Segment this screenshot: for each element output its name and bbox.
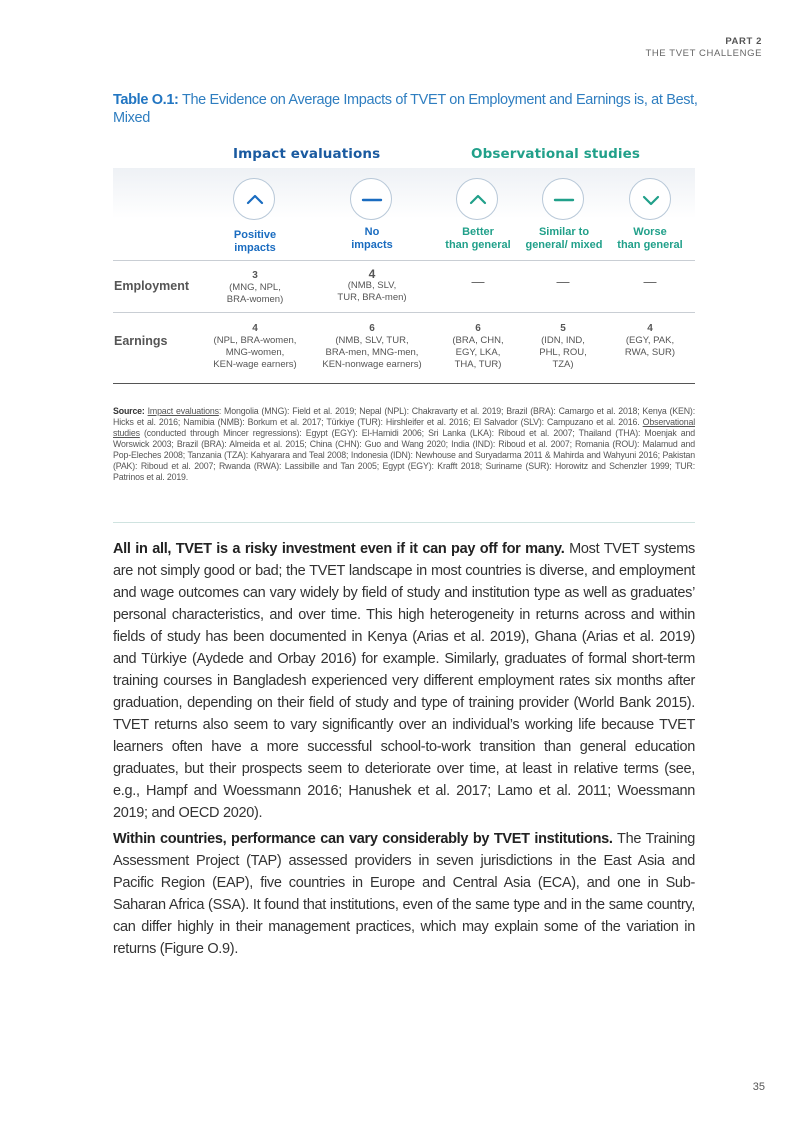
chevron-up-icon (234, 179, 276, 221)
source-label: Source: (113, 406, 145, 416)
paragraph-lead: All in all, TVET is a risky investment even if it can pay off for many. (113, 541, 565, 557)
better-circle (456, 178, 498, 220)
body-paragraph: Within countries, performance can vary considerably by TVET institutions. The Training Assessment Project (TAP) assessed providers in seven jurisdictions in the East Asia and Pacific Region (EAP), five countries in Europe and Central Asia (ECA), and one in Sub-Saharan Africa (SSA). It found that institutions, even of the same type and in the same country, can differ highly in their management practices, which may explain some of the variation in returns (Figure O.9). (113, 831, 695, 957)
table-cell: 5 (IDN, IND, PHL, ROU, TZA) (539, 323, 587, 370)
page-number: 35 (752, 1081, 765, 1093)
section-divider (113, 522, 695, 523)
similar-circle (542, 178, 584, 220)
worse-circle (629, 178, 671, 220)
table-title-text: The Evidence on Average Impacts of TVET on Employment and Earnings is, at Best, Mixed (113, 92, 698, 126)
table-cell: 4 (NPL, BRA-women, MNG-women, KEN-wage earners) (213, 323, 297, 370)
chevron-up-icon (457, 179, 499, 221)
body-paragraph: All in all, TVET is a risky investment even if it can pay off for many. Most TVET systems are not simply good or bad; the TVET landscape in most countries is diverse, and employment and wage outcomes can vary widely by field of study and institution type as well as graduates’ personal characteristics, and over time. This high heterogeneity in returns across and within fields of study has been documented in Kenya (Arias et al. 2019), Ghana (Arias et al. 2019) and Türkiye (Aydede and Orbay 2016) for example. Similarly, graduates of formal short-term training courses in Bangladesh experienced very different employment rates six months after graduation, depending on their field of study and type of training provider (World Bank 2015). TVET returns also seem to vary significantly over an individual’s working life because TVET learners often have a more successful school-to-work transition than general education graduates, but their prospects seem to deteriorate over time, at least in relative terms (see, e.g., Hampf and Woessmann 2016; Hanushek et al. 2017; Lamo et al. 2011; Woessmann 2019; and OECD 2020). (113, 541, 696, 821)
no-impacts-circle (350, 178, 392, 220)
column-heading-worse: Worse than general (617, 226, 683, 251)
table-bottom-rule (113, 383, 695, 384)
table-rule (113, 260, 695, 261)
table-cell: 6 (NMB, SLV, TUR, BRA-men, MNG-men, KEN-nonwage earners) (322, 323, 422, 370)
table-cell: 4 (EGY, PAK, RWA, SUR) (624, 323, 676, 358)
positive-impacts-circle (233, 178, 275, 220)
group-heading-observational: Observational studies (471, 146, 640, 162)
column-heading-positive: Positive impacts (233, 229, 277, 254)
running-head (645, 36, 762, 60)
group-heading-impact: Impact evaluations (233, 146, 381, 162)
row-label-earnings: Earnings (114, 334, 168, 348)
table-source-note: Source: Impact evaluations: Mongolia (MNG): Field et al. 2019; Nepal (NPL): Chakravarty et al. 2019; Brazil (BRA): Camargo et al. 2018; Kenya (KEN): Hicks et al. 2016; Namibia (NMB): Borkum et al. 2017; Türkiye (TUR): Hirshleifer et al. 2016; El Salvador (SLV): Campuzano et al. 2016. Observational studies (conducted through Mincer regressions): Egypt (EGY): El-Hamidi 2006; Sri Lanka (LKA): Riboud et al. 2007; Thailand (THA): Moenjak and Worswick 2003; Brazil (BRA): Almeida et al. 2015; China (CHN): Guo and Wang 2020; India (IND): Riboud et al. 2007; Romania (ROU): Malamud and Pop-Eleches 2008; Tanzania (TZA): Kahyarara and Teal 2008; Indonesia (IDN): Newhouse and Suryadarma 2011 & Mahirda and Wahyuni 2016; Pakistan (PAK): Riboud et al. 2007; Rwanda (RWA): Lassibille and Tan 2005; Egypt (EGY): Krafft 2018; Suriname (SUR): Horowitz and Schenzler 1999; TUR: Patrinos et al. 2019. (113, 406, 695, 482)
column-heading-no-impacts: No impacts (351, 226, 393, 251)
minus-icon (543, 179, 585, 221)
table-rule (113, 312, 695, 313)
impact-evaluations-label: Impact evaluations (147, 406, 219, 416)
table-cell: — (556, 274, 570, 289)
table-title (113, 91, 703, 127)
observational-studies-label: Observational studies (113, 417, 695, 438)
part-label: PART 2 (725, 36, 762, 47)
column-heading-similar: Similar to general/ mixed (525, 226, 603, 251)
section-label: THE TVET CHALLENGE (645, 48, 762, 59)
row-label-employment: Employment (114, 279, 190, 293)
table-cell: 3 (MNG, NPL, BRA-women) (226, 270, 284, 305)
paragraph-lead: Within countries, performance can vary considerably by TVET institutions. (113, 831, 613, 847)
chevron-down-icon (630, 179, 672, 221)
minus-icon (351, 179, 393, 221)
column-heading-better: Better than general (445, 226, 511, 251)
table-cell: 4 (NMB, SLV, TUR, BRA-men) (337, 267, 407, 303)
table-cell: 6 (BRA, CHN, EGY, LKA, THA, TUR) (452, 323, 504, 370)
table-cell: — (471, 274, 485, 289)
table-label: Table O.1: (113, 92, 179, 108)
table-cell: — (643, 274, 657, 289)
